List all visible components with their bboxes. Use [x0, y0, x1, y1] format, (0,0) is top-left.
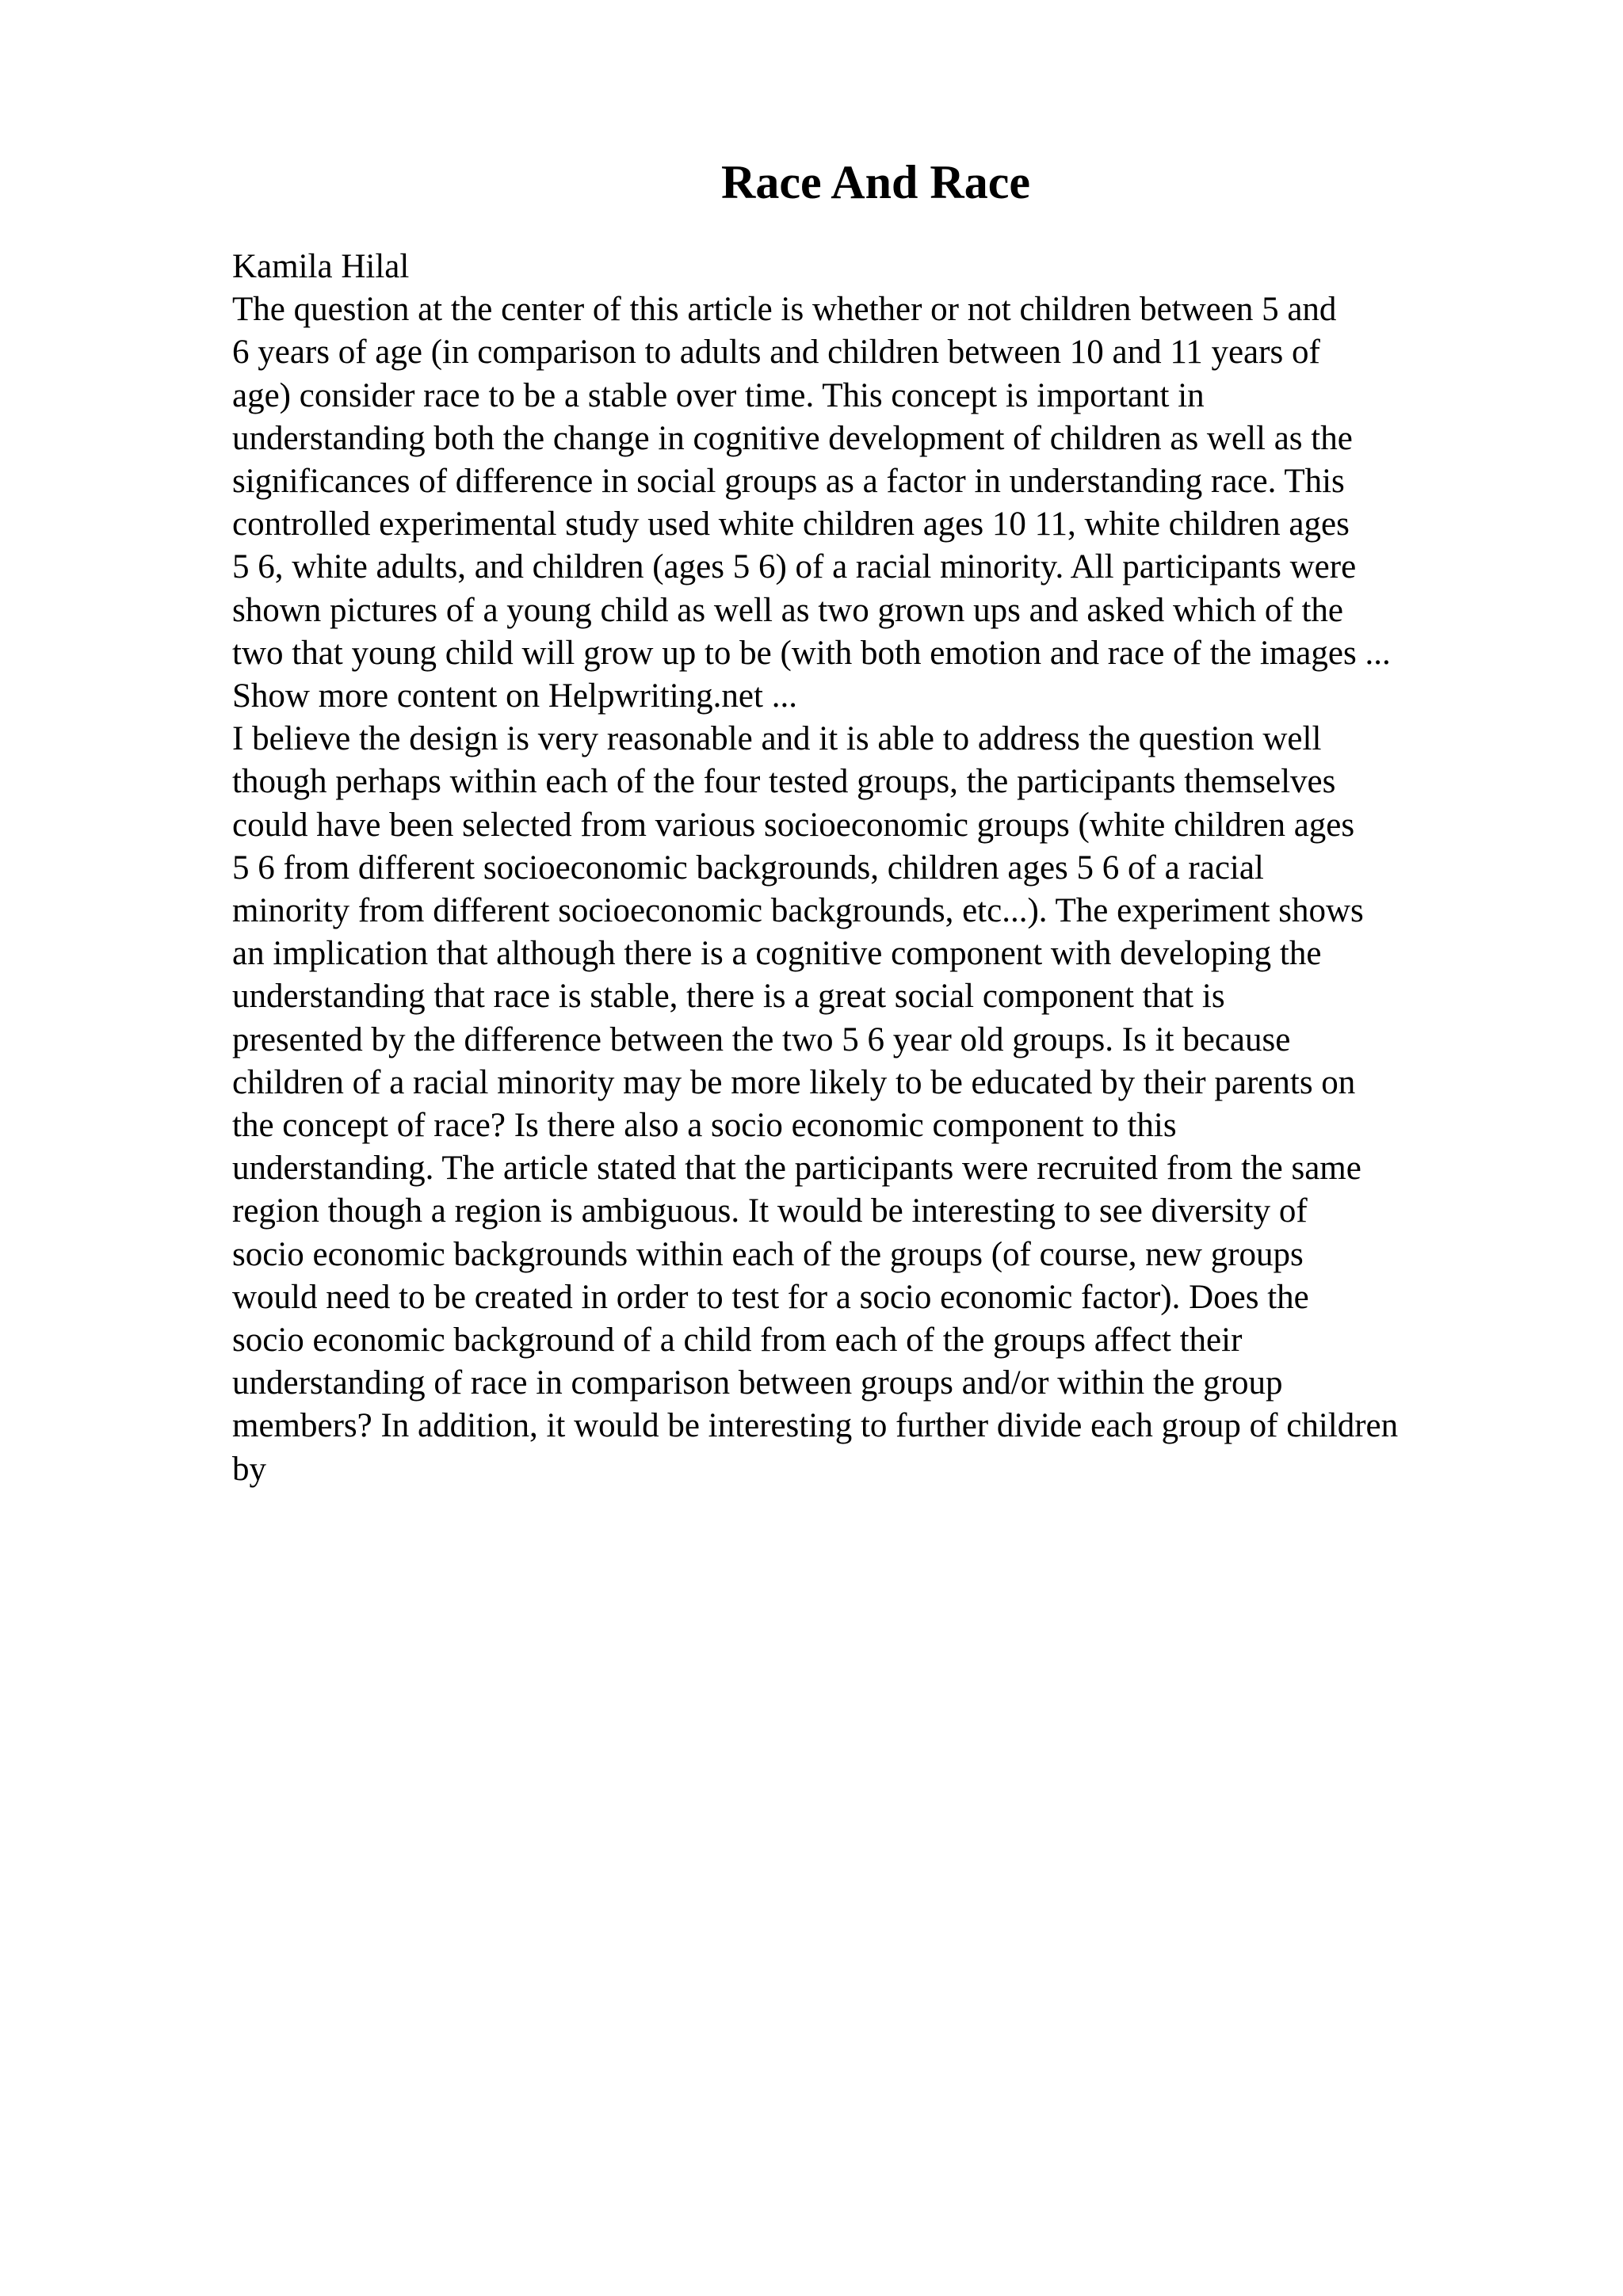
body-line: 6 years of age (in comparison to adults and children between 10 and 11 years of: [232, 334, 1320, 372]
body-line: shown pictures of a young child as well as two grown ups and asked which of the: [232, 591, 1343, 629]
body-line: two that young child will grow up to be (with both emotion and race of the images ...: [232, 634, 1391, 672]
body-line: understanding that race is stable, there is a great social component that is: [232, 978, 1225, 1016]
body-line: region though a region is ambiguous. It would be interesting to see diversity of: [232, 1192, 1308, 1230]
body-line: could have been selected from various socioeconomic groups (white children ages: [232, 806, 1355, 844]
body-line: an implication that although there is a cognitive component with developing the: [232, 935, 1322, 973]
body-line: members? In addition, it would be interesting to further divide each group of children: [232, 1407, 1399, 1445]
document-body: [232, 246, 1532, 1491]
body-line: Show more content on Helpwriting.net ...: [232, 677, 797, 715]
document-title: Race And Race: [721, 156, 1030, 208]
body-line: presented by the difference between the two 5 6 year old groups. Is it because: [232, 1020, 1291, 1058]
body-line: understanding both the change in cognitive development of children as well as the: [232, 419, 1353, 457]
body-line: though perhaps within each of the four tested groups, the participants themselves: [232, 763, 1336, 801]
body-line: minority from different socioeconomic backgrounds, etc...). The experiment shows: [232, 892, 1364, 930]
body-line: 5 6 from different socioeconomic backgrounds, children ages 5 6 of a racial: [232, 849, 1264, 887]
body-line: controlled experimental study used white children ages 10 11, white children ages: [232, 505, 1350, 543]
body-line: socio economic background of a child from each of the groups affect their: [232, 1322, 1243, 1360]
body-line: age) consider race to be a stable over time. This concept is important in: [232, 376, 1205, 414]
body-line: would need to be created in order to test for a socio economic factor). Does the: [232, 1278, 1309, 1316]
body-line: understanding. The article stated that the participants were recruited from the same: [232, 1150, 1361, 1188]
body-line: socio economic backgrounds within each of the groups (of course, new groups: [232, 1235, 1304, 1273]
body-line: by: [232, 1450, 266, 1488]
body-line: 5 6, white adults, and children (ages 5 6) of a racial minority. All participants were: [232, 548, 1357, 586]
body-line: significances of difference in social groups as a factor in understanding race. This: [232, 463, 1345, 501]
author-name: Kamila Hilal: [232, 248, 410, 285]
body-line: children of a racial minority may be more likely to be educated by their parents on: [232, 1063, 1356, 1101]
body-line: the concept of race? Is there also a socio economic component to this: [232, 1107, 1177, 1145]
body-line: The question at the center of this article is whether or not children between 5 and: [232, 291, 1337, 329]
body-line: I believe the design is very reasonable and it is able to address the question well: [232, 720, 1322, 758]
body-line: understanding of race in comparison between groups and/or within the group: [232, 1364, 1283, 1402]
